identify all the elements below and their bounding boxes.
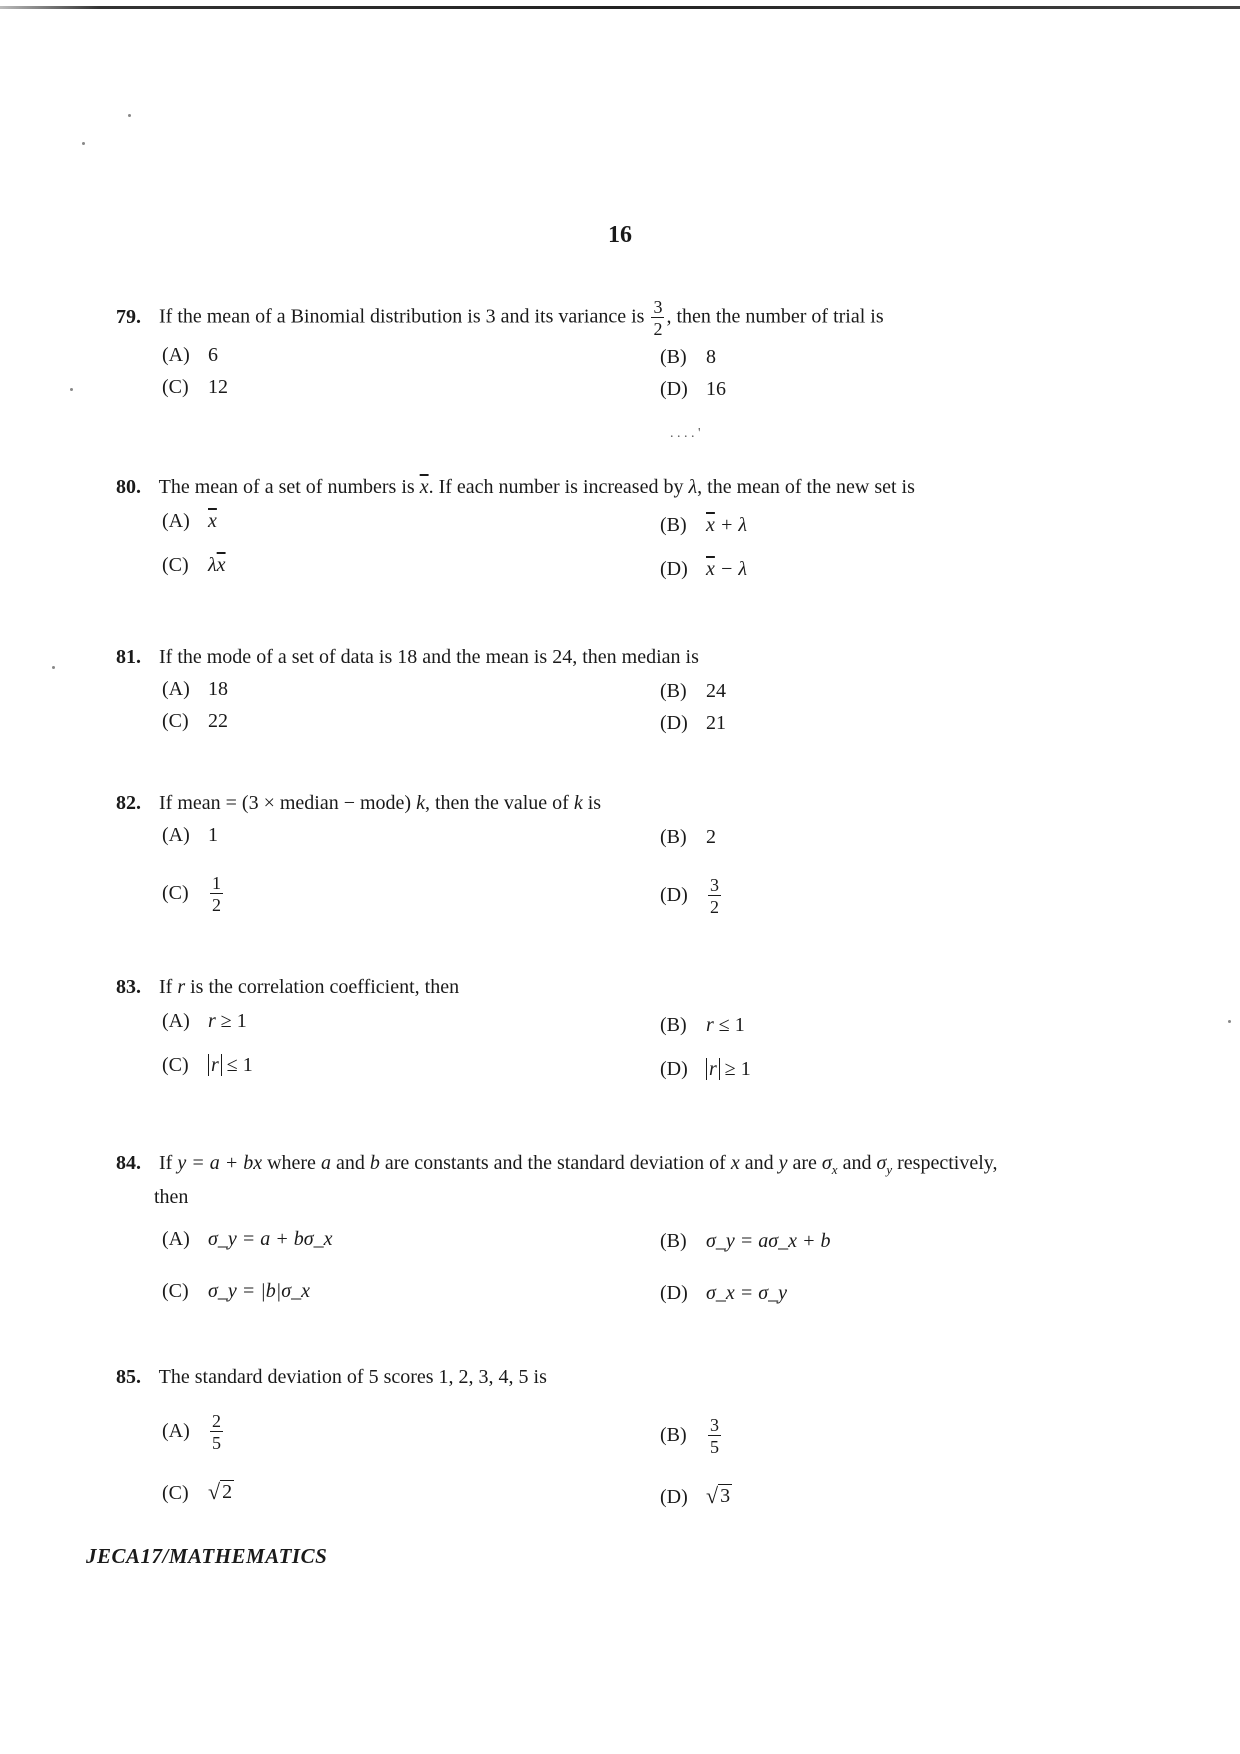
options — [162, 674, 1146, 754]
top-rule — [0, 6, 1240, 9]
scan-speck — [82, 142, 85, 145]
option-c[interactable] — [162, 1478, 234, 1508]
stem-text: , then the value of — [424, 792, 569, 814]
option-d[interactable] — [660, 1482, 732, 1512]
fraction-numerator: 2 — [212, 1411, 221, 1431]
option-b[interactable] — [660, 1226, 830, 1256]
option-label: (D) — [660, 712, 688, 734]
option-a[interactable] — [162, 1412, 225, 1452]
question-stem — [116, 470, 1146, 504]
stem-text: The standard deviation of 5 scores 1, 2, 3, 4, 5 is — [158, 1366, 547, 1388]
option-expression: σ_y = a + bσ_x — [208, 1228, 333, 1250]
option-label: (C) — [162, 881, 189, 904]
x-bar: $\overline{x}$ — [208, 510, 217, 532]
option-d[interactable] — [660, 1278, 787, 1308]
option-value: 12 — [208, 376, 228, 398]
sigma-y — [876, 1152, 893, 1177]
question-81 — [116, 640, 1146, 754]
fraction-numerator: 3 — [653, 297, 663, 317]
x-bar: $\overline{x}$ — [216, 554, 226, 576]
question-84 — [116, 1146, 1146, 1314]
b-symbol: b — [369, 1152, 380, 1174]
options — [162, 1004, 1146, 1094]
options — [162, 820, 1146, 930]
stem-text: is — [587, 792, 602, 814]
option-expression: σ_x = σ_y — [706, 1282, 787, 1304]
option-label: (B) — [660, 346, 687, 368]
option-c[interactable] — [162, 1276, 310, 1306]
option-label: (D) — [660, 1486, 688, 1508]
stem-text: is the correlation coefficient, then — [190, 976, 460, 998]
option-label: (A) — [162, 824, 190, 846]
option-b[interactable] — [660, 676, 726, 706]
scan-speck — [52, 666, 55, 669]
option-label: (C) — [162, 1482, 189, 1504]
option-c[interactable] — [162, 1050, 253, 1080]
stray-mark: . . . . ' — [670, 426, 701, 441]
abs-r: r — [706, 1058, 720, 1080]
option-b[interactable] — [660, 822, 716, 852]
option-value: 1 — [208, 824, 218, 846]
question-stem — [116, 1360, 1146, 1394]
stem-text: and — [335, 1152, 365, 1174]
question-number: 81. — [116, 646, 141, 668]
fraction — [210, 874, 223, 914]
option-d[interactable] — [660, 554, 747, 584]
subscript: y — [886, 1162, 893, 1177]
option-expression: + λ — [719, 514, 748, 536]
question-number: 82. — [116, 792, 141, 814]
option-label: (A) — [162, 1419, 190, 1442]
question-number: 84. — [116, 1152, 141, 1174]
stem-text: If — [159, 976, 173, 998]
option-label: (C) — [162, 376, 189, 398]
question-stem — [116, 297, 1146, 339]
option-label: (B) — [660, 1230, 687, 1252]
option-a[interactable] — [162, 1006, 247, 1036]
stem-text: respectively, — [897, 1152, 998, 1174]
question-79 — [116, 298, 1146, 412]
option-label: (B) — [660, 1014, 687, 1036]
option-expression: ≥ 1 — [220, 1010, 247, 1032]
scan-speck — [1228, 1020, 1231, 1023]
stem-text: and — [842, 1152, 872, 1174]
k-symbol: k — [416, 792, 425, 814]
question-stem — [116, 1146, 1146, 1180]
option-d[interactable] — [660, 876, 723, 916]
options — [162, 504, 1146, 594]
radical-sign: √ — [208, 1479, 221, 1504]
equation: y = a + bx — [177, 1152, 263, 1174]
option-a[interactable] — [162, 1224, 332, 1254]
option-value: 8 — [706, 346, 716, 368]
square-root — [208, 1480, 234, 1503]
option-label: (C) — [162, 1054, 189, 1076]
sigma-symbol: σ — [876, 1152, 887, 1174]
option-label: (C) — [162, 1280, 189, 1302]
fraction — [708, 1416, 721, 1456]
stem-text: are constants and the standard deviation of — [384, 1152, 726, 1174]
fraction-denominator: 2 — [710, 897, 719, 917]
lambda-symbol: λ — [208, 554, 217, 576]
option-expression: σ_y = |b|σ_x — [208, 1280, 310, 1302]
option-b[interactable] — [660, 1416, 723, 1456]
fraction — [708, 876, 721, 916]
option-label: (D) — [660, 378, 688, 400]
option-c[interactable] — [162, 706, 228, 736]
option-label: (B) — [660, 514, 687, 536]
fraction-numerator: 1 — [212, 873, 221, 893]
question-82 — [116, 786, 1146, 930]
y-symbol: y — [778, 1152, 788, 1174]
radicand: 3 — [720, 1485, 731, 1507]
option-a[interactable] — [162, 340, 218, 370]
stem-text: . If each number is increased by — [428, 476, 684, 498]
option-value: 22 — [208, 710, 228, 732]
fraction-denominator: 5 — [710, 1437, 719, 1457]
option-label: (D) — [660, 883, 688, 906]
option-d[interactable] — [660, 1054, 751, 1084]
stem-text: If the mode of a set of data is 18 and the mean is 24, then median is — [159, 646, 699, 668]
radicand: 2 — [222, 1481, 233, 1503]
stem-text: , then the number of trial is — [666, 305, 884, 328]
stem-text: If mean = (3 × median − mode) — [159, 792, 412, 814]
fraction-numerator: 3 — [710, 1415, 719, 1435]
question-stem-cont — [116, 1180, 1146, 1214]
abs-r: r — [208, 1054, 222, 1076]
question-number: 79. — [116, 305, 141, 328]
option-b[interactable] — [660, 510, 747, 540]
option-value: 16 — [706, 378, 726, 400]
fraction-denominator: 2 — [653, 319, 663, 339]
question-stem — [116, 786, 1146, 820]
fraction — [210, 1412, 223, 1452]
option-a[interactable] — [162, 674, 228, 704]
stem-text: The mean of a set of numbers is — [158, 476, 415, 498]
option-a[interactable] — [162, 820, 218, 850]
option-c[interactable] — [162, 874, 225, 914]
option-label: (B) — [660, 826, 687, 848]
r-symbol: r — [706, 1014, 714, 1036]
stem-text: then — [154, 1186, 189, 1208]
option-d[interactable] — [660, 374, 726, 404]
question-number: 85. — [116, 1366, 141, 1388]
x-symbol: x — [730, 1152, 740, 1174]
option-d[interactable] — [660, 708, 726, 738]
x-bar: $\overline{x}$ — [706, 558, 715, 580]
options — [162, 332, 1146, 412]
option-value: 21 — [706, 712, 726, 734]
fraction-denominator: 2 — [212, 895, 221, 915]
sigma-x — [821, 1152, 838, 1177]
sigma-symbol: σ — [821, 1152, 832, 1174]
r-symbol: r — [177, 976, 186, 998]
radical-sign: √ — [706, 1483, 719, 1508]
page-number: 16 — [608, 222, 632, 248]
option-label: (A) — [162, 1010, 190, 1032]
option-b[interactable] — [660, 1010, 745, 1040]
option-expression: ≥ 1 — [724, 1058, 751, 1080]
question-80 — [116, 470, 1146, 594]
option-label: (A) — [162, 344, 190, 366]
stem-text: where — [267, 1152, 316, 1174]
option-b[interactable] — [660, 342, 716, 372]
r-symbol: r — [208, 1010, 216, 1032]
question-83 — [116, 970, 1146, 1094]
option-expression: − λ — [719, 558, 748, 580]
option-label: (D) — [660, 1282, 688, 1304]
k-symbol: k — [573, 792, 583, 814]
square-root — [706, 1484, 732, 1507]
option-value: 18 — [208, 678, 228, 700]
option-label: (C) — [162, 710, 189, 732]
stem-text: are — [792, 1152, 817, 1174]
question-stem — [116, 970, 1146, 1004]
option-expression: σ_y = aσ_x + b — [706, 1230, 831, 1252]
fraction-numerator: 3 — [710, 875, 719, 895]
stem-text: , the mean of the new set is — [697, 476, 915, 498]
question-number: 80. — [116, 476, 141, 498]
lambda-symbol: λ — [688, 476, 698, 498]
footer-code: JECA17/MATHEMATICS — [86, 1544, 328, 1568]
option-expression: ≤ 1 — [226, 1054, 253, 1076]
fraction-denominator: 5 — [212, 1433, 221, 1453]
stem-text: If the mean of a Binomial distribution is 3 and its variance is — [159, 305, 645, 328]
question-stem — [116, 640, 1146, 674]
question-85 — [116, 1360, 1146, 1524]
option-label: (A) — [162, 1228, 190, 1250]
option-c[interactable] — [162, 372, 228, 402]
a-symbol: a — [320, 1152, 331, 1174]
option-value: 24 — [706, 680, 726, 702]
option-expression: ≤ 1 — [718, 1014, 745, 1036]
question-number: 83. — [116, 976, 141, 998]
x-bar: $\overline{x}$ — [706, 514, 715, 536]
option-label: (B) — [660, 680, 687, 702]
options — [162, 1214, 1146, 1314]
x-bar: $\overline{x}$ — [419, 476, 429, 498]
option-label: (C) — [162, 554, 189, 576]
option-label: (D) — [660, 558, 688, 580]
option-label: (B) — [660, 1423, 687, 1446]
stem-text: and — [744, 1152, 774, 1174]
option-value: 6 — [208, 344, 218, 366]
stem-text: If — [159, 1152, 173, 1174]
option-a[interactable] — [162, 506, 217, 536]
option-c[interactable] — [162, 550, 226, 580]
option-label: (A) — [162, 678, 190, 700]
option-label: (A) — [162, 510, 190, 532]
option-label: (D) — [660, 1058, 688, 1080]
scan-speck — [70, 388, 73, 391]
scan-speck — [128, 114, 131, 117]
option-value: 2 — [706, 826, 716, 848]
options — [162, 1394, 1146, 1524]
subscript: x — [831, 1162, 838, 1177]
